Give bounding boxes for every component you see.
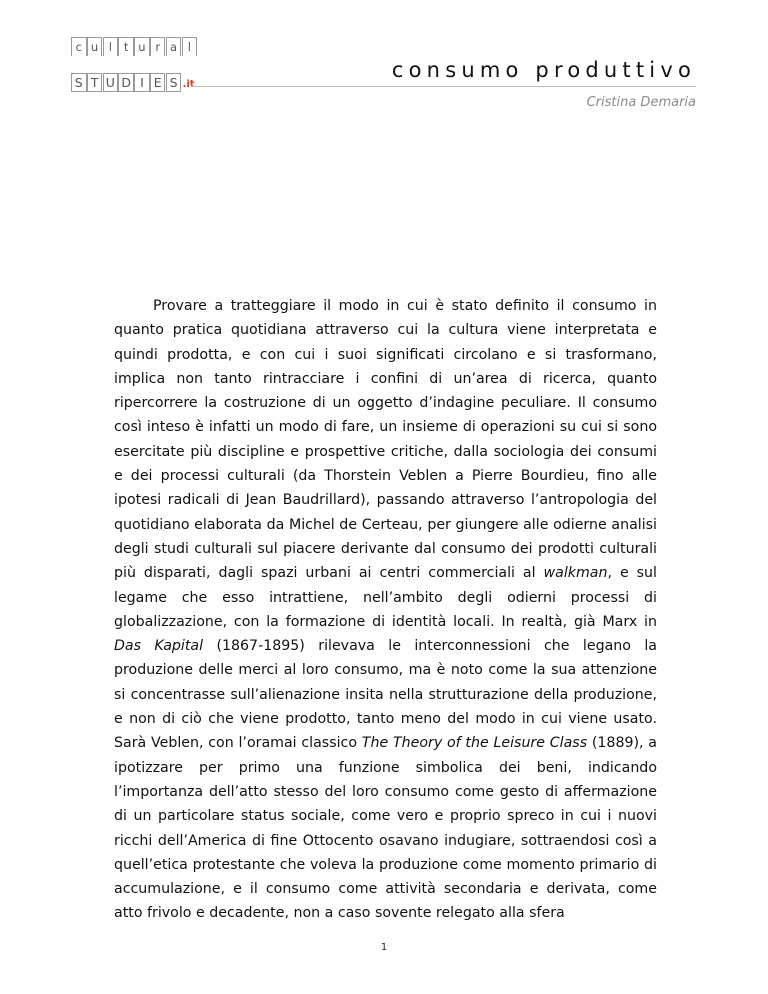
logo-letter: t xyxy=(118,37,134,56)
paragraph-text: Provare a tratteggiare il modo in cui è stato definito il consumo in quanto pratica quotidiana attraverso cui la cultura viene interpretata e quindi prodotta, e con cui i suoi significati circolano e si trasformano, implica non tanto rintracciare i confini di un’area di ricerca, quanto ripercorrere la costruzione di un oggetto d’indagine peculiare. Il consumo così inteso è infatti un modo di fare, un insieme di operazioni su cui si sono esercitate più discipline e prospettive critiche, dalla sociologia dei consumi e dei processi culturali (da Thorstein Veblen a Pierre Bourdieu, fino alle ipotesi radicali di Jean Baudrillard), passando attraverso l’antropologia del quotidiano elaborata da Michel de Certeau, per giungere alle odierne analisi degli studi culturali sul piacere derivante dal consumo dei prodotti culturali più disparati, dagli spazi urbani ai centri commerciali al xyxy=(114,298,657,582)
logo-letter: a xyxy=(166,37,182,56)
logo-letter: S xyxy=(71,73,87,92)
body-paragraph xyxy=(114,294,657,926)
document-title: consumo produttivo xyxy=(391,58,696,82)
logo-letter: E xyxy=(150,73,166,92)
author-name: Cristina Demaria xyxy=(586,95,696,110)
logo-letter: l xyxy=(103,37,119,56)
culturalstudies-logo xyxy=(71,37,197,92)
italic-term: walkman xyxy=(543,565,608,582)
logo-letter: S xyxy=(166,73,182,92)
logo-letter: u xyxy=(87,37,103,56)
logo-letter: l xyxy=(182,37,198,56)
logo-letter: D xyxy=(118,73,134,92)
header-divider xyxy=(191,86,696,87)
page-number: 1 xyxy=(380,942,388,953)
paragraph-text: , e sul legame che esso intrattiene, nell’ambito degli odierni processi di globalizzazione, con la formazione di identità locali. In realtà, già Marx in xyxy=(114,565,657,630)
logo-letter: c xyxy=(71,37,87,56)
paragraph-text: (1867-1895) rilevava le interconnessioni che legano la produzione delle merci al loro consumo, ma è noto come la sua attenzione si concentrasse sull’alienazione insita nella strutturazione della produzione, e non di ciò che viene prodotto, tanto meno del modo in cui viene usato. Sarà Veblen, con l’oramai classico xyxy=(114,638,657,752)
logo-letter: I xyxy=(134,73,150,92)
logo-suffix: .it xyxy=(182,79,195,90)
logo-letter: u xyxy=(134,37,150,56)
logo-letter: T xyxy=(87,73,103,92)
logo-bottom-row xyxy=(71,73,197,92)
logo-letter: r xyxy=(150,37,166,56)
paragraph-text: (1889), a ipotizzare per primo una funzione simbolica dei beni, indicando l’importanza dell’atto stesso del loro consumo come gesto di affermazione di un particolare status sociale, come vero e proprio spreco in cui i nuovi ricchi dell’America di fine Ottocento osavano indugiare, sottraendosi così a quell’etica protestante che voleva la produzione come momento primario di accumulazione, e il consumo come attività secondaria e derivata, come atto frivolo e decadente, non a caso sovente relegato alla sfera xyxy=(114,735,657,922)
logo-letter: U xyxy=(103,73,119,92)
logo-top-row xyxy=(71,37,197,56)
book-title: Das Kapital xyxy=(114,638,204,655)
book-title: The Theory of the Leisure Class xyxy=(361,735,588,752)
